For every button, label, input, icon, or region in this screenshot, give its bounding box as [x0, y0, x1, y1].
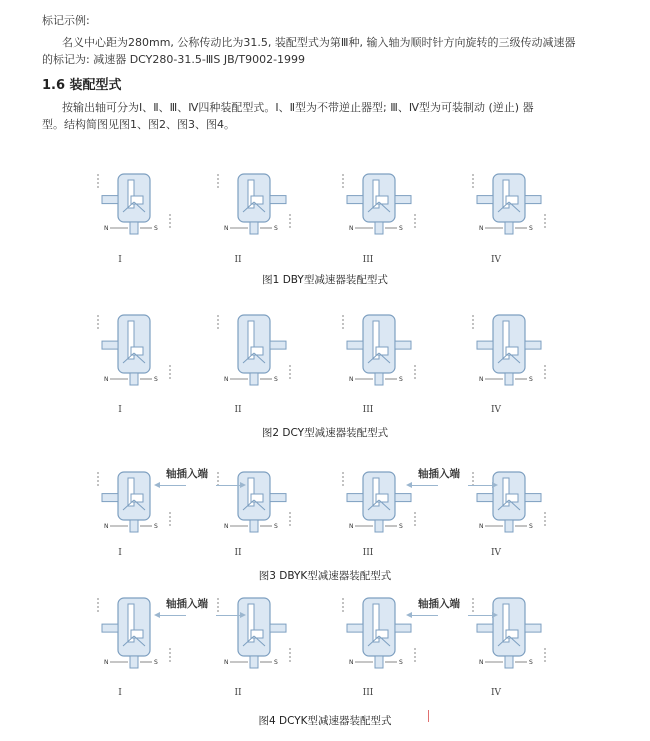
shaft-insertion-end-label: 轴插入端 — [418, 598, 460, 610]
n-marker: N — [104, 376, 109, 383]
input-shaft-left — [102, 196, 118, 204]
output-shaft — [375, 373, 383, 385]
input-shaft-right — [395, 341, 411, 349]
arrow-right — [468, 615, 496, 616]
variant-label: II — [234, 405, 242, 415]
assembly-diagram-2 — [210, 588, 300, 683]
assembly-diagram-3 — [335, 160, 425, 255]
n-marker: N — [479, 376, 484, 383]
assembly-diagram-4 — [465, 458, 555, 553]
variant-label: III — [362, 688, 374, 698]
example-line-2: 的标记为: 减速器 DCY280-31.5-ⅢS JB/T9002-1999 — [42, 53, 306, 66]
output-shaft — [375, 656, 383, 668]
variant-label: II — [234, 688, 242, 698]
arrow-right — [216, 485, 244, 486]
arrow-left — [156, 485, 186, 486]
variant-label: III — [362, 405, 374, 415]
s-marker: S — [154, 225, 158, 232]
s-marker: S — [154, 523, 158, 530]
input-shaft-left — [102, 624, 118, 632]
input-shaft-left — [477, 341, 493, 349]
assembly-diagram-4 — [465, 160, 555, 255]
figure-caption: 图2 DCY型减速器装配型式 — [261, 427, 389, 439]
input-shaft-right — [395, 196, 411, 204]
section-title: 1.6 装配型式 — [42, 78, 122, 93]
input-shaft-left — [347, 196, 363, 204]
red-mark — [428, 710, 429, 722]
output-shaft — [375, 520, 383, 532]
figure-caption: 图4 DCYK型减速器装配型式 — [258, 715, 392, 727]
n-marker: N — [104, 523, 109, 530]
input-shaft-left — [477, 624, 493, 632]
variant-label: I — [118, 548, 122, 558]
variant-label: I — [118, 405, 122, 415]
paragraph-line-1: 按输出轴可分为Ⅰ、Ⅱ、Ⅲ、Ⅳ四种装配型式。Ⅰ、Ⅱ型为不带逆止器型; Ⅲ、Ⅳ型为可装制动 (逆止) 器 — [62, 101, 534, 114]
s-marker: S — [399, 376, 403, 383]
s-marker: S — [399, 523, 403, 530]
input-shaft-right — [525, 494, 541, 502]
arrow-left — [408, 615, 438, 616]
variant-label: I — [118, 688, 122, 698]
variant-label: IV — [490, 688, 502, 698]
arrow-right — [468, 485, 496, 486]
input-shaft-right — [270, 196, 286, 204]
s-marker: S — [529, 225, 533, 232]
variant-label: II — [234, 548, 242, 558]
output-shaft — [250, 656, 258, 668]
input-shaft-left — [347, 494, 363, 502]
s-marker: S — [399, 225, 403, 232]
s-marker: S — [399, 659, 403, 666]
s-marker: S — [154, 376, 158, 383]
variant-label: III — [362, 548, 374, 558]
n-marker: N — [224, 523, 229, 530]
input-shaft-left — [477, 196, 493, 204]
n-marker: N — [479, 659, 484, 666]
output-shaft — [250, 520, 258, 532]
assembly-diagram-4 — [465, 588, 555, 683]
output-shaft — [505, 373, 513, 385]
figure-caption: 图1 DBY型减速器装配型式 — [262, 274, 388, 286]
output-shaft — [375, 222, 383, 234]
shaft-insertion-end-label: 轴插入端 — [166, 598, 208, 610]
input-shaft-right — [270, 624, 286, 632]
input-shaft-left — [102, 494, 118, 502]
arrow-left — [408, 485, 438, 486]
variant-label: IV — [490, 255, 502, 265]
variant-label: I — [118, 255, 122, 265]
s-marker: S — [529, 523, 533, 530]
n-marker: N — [224, 376, 229, 383]
output-shaft — [130, 520, 138, 532]
s-marker: S — [154, 659, 158, 666]
n-marker: N — [479, 523, 484, 530]
input-shaft-right — [270, 494, 286, 502]
assembly-diagram-4 — [465, 305, 555, 400]
assembly-diagram-2 — [210, 160, 300, 255]
shaft-insertion-end-label: 轴插入端 — [418, 468, 460, 480]
n-marker: N — [349, 523, 354, 530]
example-label: 标记示例: — [42, 14, 90, 27]
assembly-diagram-2 — [210, 458, 300, 553]
arrow-left — [156, 615, 186, 616]
n-marker: N — [349, 376, 354, 383]
input-shaft-left — [477, 494, 493, 502]
n-marker: N — [104, 225, 109, 232]
n-marker: N — [479, 225, 484, 232]
output-shaft — [130, 656, 138, 668]
n-marker: N — [104, 659, 109, 666]
figure-caption: 图3 DBYK型减速器装配型式 — [258, 570, 392, 582]
n-marker: N — [224, 225, 229, 232]
input-shaft-right — [525, 624, 541, 632]
paragraph-line-2: 型。结构简图见图1、图2、图3、图4。 — [42, 118, 235, 131]
output-shaft — [250, 373, 258, 385]
input-shaft-right — [525, 341, 541, 349]
s-marker: S — [274, 376, 278, 383]
s-marker: S — [529, 376, 533, 383]
assembly-diagram-2 — [210, 305, 300, 400]
s-marker: S — [274, 225, 278, 232]
output-shaft — [505, 520, 513, 532]
input-shaft-left — [347, 341, 363, 349]
arrow-right — [216, 615, 244, 616]
n-marker: N — [349, 659, 354, 666]
variant-label: II — [234, 255, 242, 265]
input-shaft-left — [102, 341, 118, 349]
output-shaft — [505, 222, 513, 234]
output-shaft — [130, 222, 138, 234]
input-shaft-right — [270, 341, 286, 349]
s-marker: S — [274, 659, 278, 666]
s-marker: S — [274, 523, 278, 530]
n-marker: N — [349, 225, 354, 232]
n-marker: N — [224, 659, 229, 666]
shaft-insertion-end-label: 轴插入端 — [166, 468, 208, 480]
assembly-diagram-3 — [335, 588, 425, 683]
input-shaft-right — [395, 494, 411, 502]
variant-label: IV — [490, 548, 502, 558]
input-shaft-right — [525, 196, 541, 204]
example-line-1: 名义中心距为280mm, 公称传动比为31.5, 装配型式为第Ⅲ种, 输入轴为顺时针方向旋转的三级传动减速器 — [62, 36, 576, 49]
input-shaft-right — [395, 624, 411, 632]
assembly-diagram-1 — [90, 305, 180, 400]
output-shaft — [130, 373, 138, 385]
s-marker: S — [529, 659, 533, 666]
variant-label: III — [362, 255, 374, 265]
output-shaft — [505, 656, 513, 668]
input-shaft-left — [347, 624, 363, 632]
output-shaft — [250, 222, 258, 234]
assembly-diagram-3 — [335, 458, 425, 553]
assembly-diagram-1 — [90, 160, 180, 255]
assembly-diagram-3 — [335, 305, 425, 400]
variant-label: IV — [490, 405, 502, 415]
